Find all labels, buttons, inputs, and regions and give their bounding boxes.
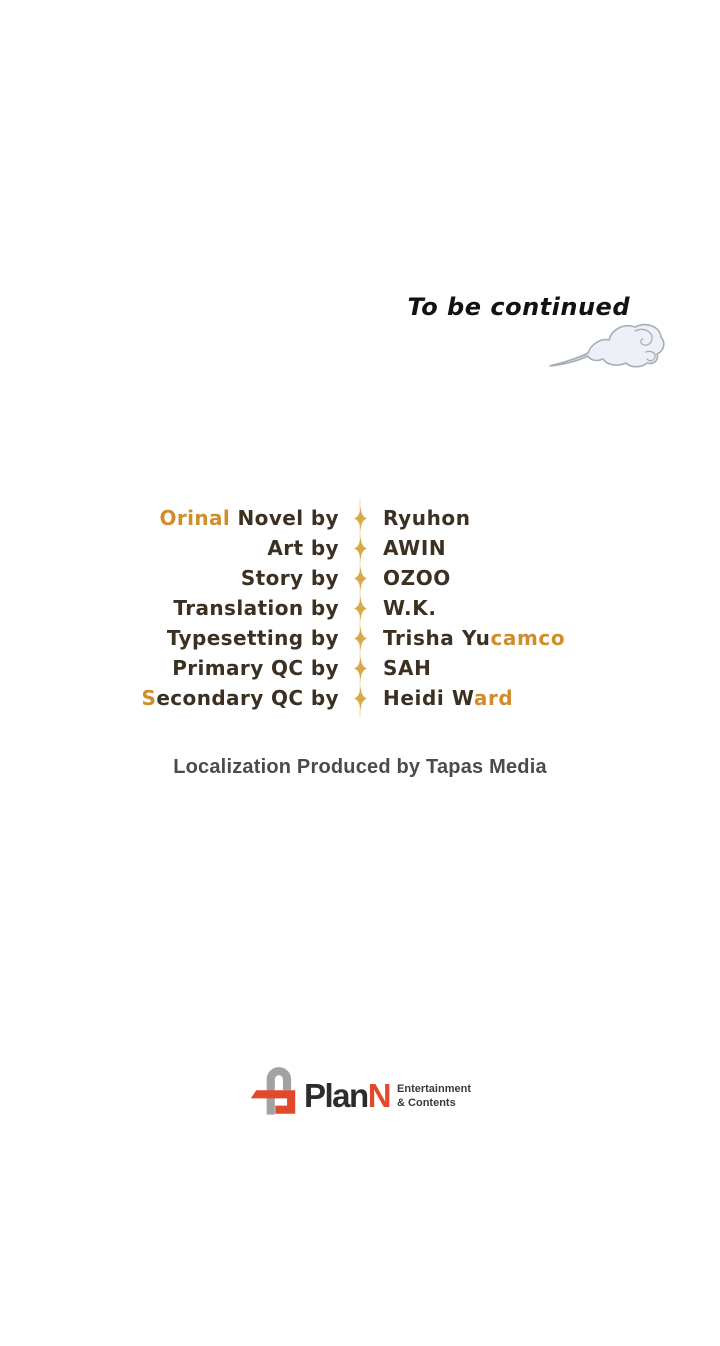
credit-role-label — [0, 536, 348, 560]
sparkle-star-icon — [348, 565, 372, 592]
credit-person-name — [372, 626, 720, 650]
to-be-continued-text: To be continued — [407, 293, 630, 321]
plann-logo — [0, 1062, 720, 1122]
credit-text-segment: OZOO — [383, 566, 451, 590]
credit-text-segment: Art by — [267, 536, 339, 560]
credit-text-segment: Heidi W — [383, 686, 474, 710]
sparkle-star-icon — [348, 595, 372, 622]
credit-text-segment: Typesetting by — [166, 626, 339, 650]
credit-row — [0, 623, 720, 653]
credit-row — [0, 533, 720, 563]
sparkle-star-icon — [348, 625, 372, 652]
credit-role-label — [0, 596, 348, 620]
credit-row — [0, 563, 720, 593]
credit-role-label — [0, 626, 348, 650]
plann-logo-mark-icon — [249, 1062, 307, 1122]
plann-word-accent: N — [367, 1077, 391, 1114]
credit-row — [0, 653, 720, 683]
sparkle-star-icon — [348, 685, 372, 712]
credit-role-label — [0, 686, 348, 710]
tagline-line1: Entertainment — [397, 1083, 471, 1096]
plann-logo-tagline — [397, 1083, 471, 1111]
credit-text-segment: AWIN — [383, 536, 447, 560]
credit-text-segment: econdary QC by — [156, 686, 339, 710]
credit-role-label — [0, 566, 348, 590]
credit-person-name — [372, 566, 720, 590]
credit-person-name — [372, 536, 720, 560]
tagline-line2: & Contents — [397, 1097, 456, 1109]
plann-word-primary: Plan — [303, 1077, 368, 1114]
credit-text-segment: Trisha Yu — [383, 626, 491, 650]
plann-logo-wordmark — [304, 1077, 390, 1115]
credit-row — [0, 683, 720, 713]
sparkle-star-icon — [348, 505, 372, 532]
credit-text-segment: Story by — [240, 566, 339, 590]
credit-role-label — [0, 656, 348, 680]
credit-text-segment: ard — [473, 686, 514, 710]
credit-person-name — [372, 596, 720, 620]
credit-row — [0, 503, 720, 533]
credit-person-name — [372, 686, 720, 710]
credit-text-segment: Primary QC by — [172, 656, 339, 680]
credit-role-label — [0, 506, 348, 530]
credit-person-name — [372, 656, 720, 680]
scroll-cloud-icon — [546, 318, 670, 374]
localization-credit-text: Localization Produced by Tapas Media — [173, 756, 547, 778]
credit-row — [0, 593, 720, 623]
sparkle-star-icon — [348, 655, 372, 682]
credit-text-segment: W.K. — [383, 596, 437, 620]
credits-block — [0, 503, 720, 713]
credit-text-segment: Orinal — [159, 506, 238, 530]
credit-person-name — [372, 506, 720, 530]
credit-text-segment: S — [141, 686, 157, 710]
sparkle-star-icon — [348, 535, 372, 562]
credit-text-segment: Ryuhon — [383, 506, 471, 530]
credit-text-segment: camco — [490, 626, 566, 650]
credit-text-segment: SAH — [383, 656, 432, 680]
credit-text-segment: Translation by — [173, 596, 339, 620]
credit-text-segment: Novel by — [237, 506, 339, 530]
